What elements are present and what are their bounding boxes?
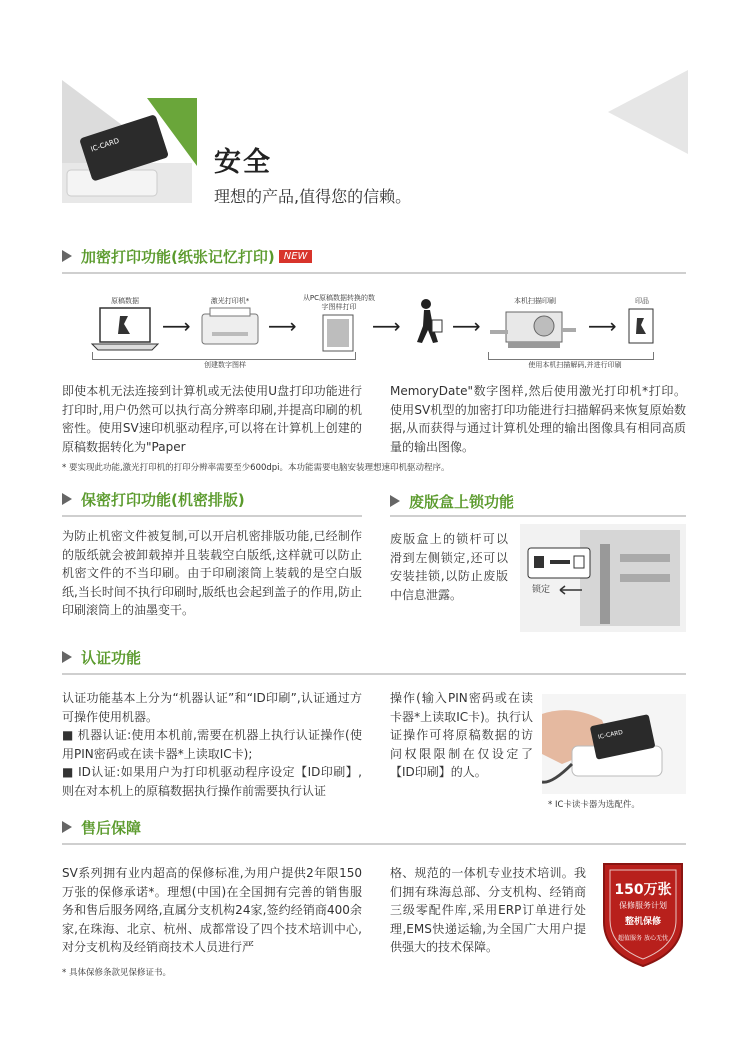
laser-printer-icon — [198, 306, 262, 348]
paragraph: 认证功能基本上分为“机器认证”和“ID印刷”,认证通过方可操作使用机器。 ■ 机器认证:使用本机前,需要在机器上执行认证操作(使用PIN密码或在读卡器*上读取IC卡); ■ ID认证:如果用户为打印机驱动程序设定【ID印刷】,则在对本机上的原稿数据执行操作前需要执行认证 — [62, 691, 362, 798]
paragraph: 废版盒上的锁杆可以滑到左侧锁定,还可以安装挂锁,以防止废版中信息泄露。 — [390, 532, 508, 602]
badge-text-3: 整机保修 — [624, 917, 662, 927]
ic-card-reader-photo — [542, 694, 686, 794]
section-divider — [62, 843, 686, 845]
card-label: IC-CARD — [89, 136, 121, 154]
footnote: * IC卡读卡器为选配件。 — [548, 800, 640, 810]
paragraph: 为防止机密文件被复制,可以开启机密排版功能,已经制作的版纸就会被卸载掉并且装载空白版纸,这样就可以防止机密文件的不当印刷。由于印刷滚筒上装载的是空白版纸,当长时间不执行印刷时,版纸也会起到盖子的作用,防止印刷滚筒上的油墨变干。 — [62, 529, 362, 617]
paragraph: MemoryDate"数字图样,然后使用激光打印机*打印。使用SV机型的加密打印功能进行扫描解码来恢复原始数据,从而获得与通过计算机处理的输出图像具有相同高质量的输出图像。 — [390, 384, 686, 454]
paragraph: 即使本机无法连接到计算机或无法使用U盘打印功能进行打印时,用户仍然可以执行高分辨率印刷,并提高印刷的机密性。使用SV速印机驱动程序,可以将在计算机上创建的原稿数据转化为"Paper — [62, 384, 362, 454]
flow-arrow-icon: ⟶ — [268, 314, 297, 338]
flow-bracket — [92, 352, 356, 360]
flow-step-label: 原稿数据 — [111, 297, 139, 305]
section-title: 加密打印功能(纸张记忆打印) — [81, 247, 275, 266]
laptop-icon — [90, 306, 160, 351]
badge-text-2: 保修服务计划 — [619, 901, 667, 910]
paragraph: 操作(输入PIN密码或在读卡器*上读取IC卡)。执行认证操作可将原稿数据的访问权限限制在仅设定了【ID印刷】的人。 — [390, 691, 533, 779]
section-arrow-icon — [62, 821, 72, 833]
flow-arrow-icon: ⟶ — [162, 314, 191, 338]
section-divider — [62, 673, 686, 675]
warranty-shield-badge — [600, 860, 686, 970]
decorative-triangle-right — [608, 70, 688, 154]
section-title: 保密打印功能(机密排版) — [81, 490, 245, 509]
person-walking-icon — [408, 298, 448, 348]
section-header-after-sales — [62, 816, 141, 838]
card-label: IC-CARD — [597, 728, 624, 741]
section-title: 售后保障 — [81, 818, 142, 837]
section-divider — [390, 515, 686, 517]
flow-arrow-icon: ⟶ — [588, 314, 617, 338]
section-header-encrypted-print — [62, 245, 312, 267]
page-title: 安全 — [214, 147, 272, 178]
section-divider — [62, 515, 362, 517]
section-header-waste-box-lock — [390, 490, 514, 512]
footnote: * 要实现此功能,激光打印机的打印分辨率需要至少600dpi。本功能需要电脑安装理想速印机驱动程序。 — [62, 463, 450, 473]
section-arrow-icon — [390, 495, 400, 507]
flow-step-label: 本机扫描印刷 — [514, 297, 556, 305]
pattern-sheet-icon — [322, 314, 354, 352]
flow-bracket-label: 使用本机扫描解码,并进行印刷 — [528, 361, 622, 369]
section-arrow-icon — [62, 493, 72, 505]
flow-arrow-icon: ⟶ — [452, 314, 481, 338]
section-title: 废版盒上锁功能 — [409, 492, 515, 511]
flow-step-label: 从PC原稿数据转换的数字图样打印 — [302, 294, 376, 311]
flow-step-label: 激光打印机* — [210, 297, 250, 305]
section-title: 认证功能 — [81, 648, 142, 667]
footnote: * 具体保修条款见保修证书。 — [62, 968, 171, 978]
waste-box-lock-image — [520, 524, 686, 632]
section-header-confidential-print — [62, 488, 245, 510]
section-header-authentication — [62, 646, 141, 668]
duplicator-machine-icon — [488, 304, 578, 350]
printed-sheet-icon — [628, 308, 654, 344]
section-divider — [62, 272, 686, 274]
lock-label: 锁定 — [532, 585, 551, 595]
paragraph: SV系列拥有业内超高的保修标准,为用户提供2年限150万张的保修承诺*。理想(中国)在全国拥有完善的销售服务和售后服务网络,直属分支机构24家,签约经销商400余家,在珠海、北京、杭州、成都常设了四个技术培训中心,对分支机构及经销商技术人员进行严 — [62, 866, 362, 954]
section-arrow-icon — [62, 651, 72, 663]
flow-bracket-label: 创建数字图样 — [204, 361, 246, 369]
paragraph: 格、规范的一体机专业技术培训。我们拥有珠海总部、分支机构、经销商三级零配件库,采用ERP订单进行处理,EMS快递运输,为全国广大用户提供强大的技术保障。 — [390, 866, 586, 954]
flow-step-label: 印品 — [635, 297, 649, 305]
flow-arrow-icon: ⟶ — [372, 314, 401, 338]
decorative-triangle-green — [147, 98, 197, 166]
flow-bracket — [488, 352, 654, 360]
page-subtitle: 理想的产品,值得您的信赖。 — [214, 187, 412, 206]
new-badge: NEW — [279, 250, 313, 263]
badge-text-1: 150万张 — [614, 882, 672, 898]
badge-text-4: 超值服务 放心无忧 — [618, 935, 668, 942]
section-arrow-icon — [62, 250, 72, 262]
